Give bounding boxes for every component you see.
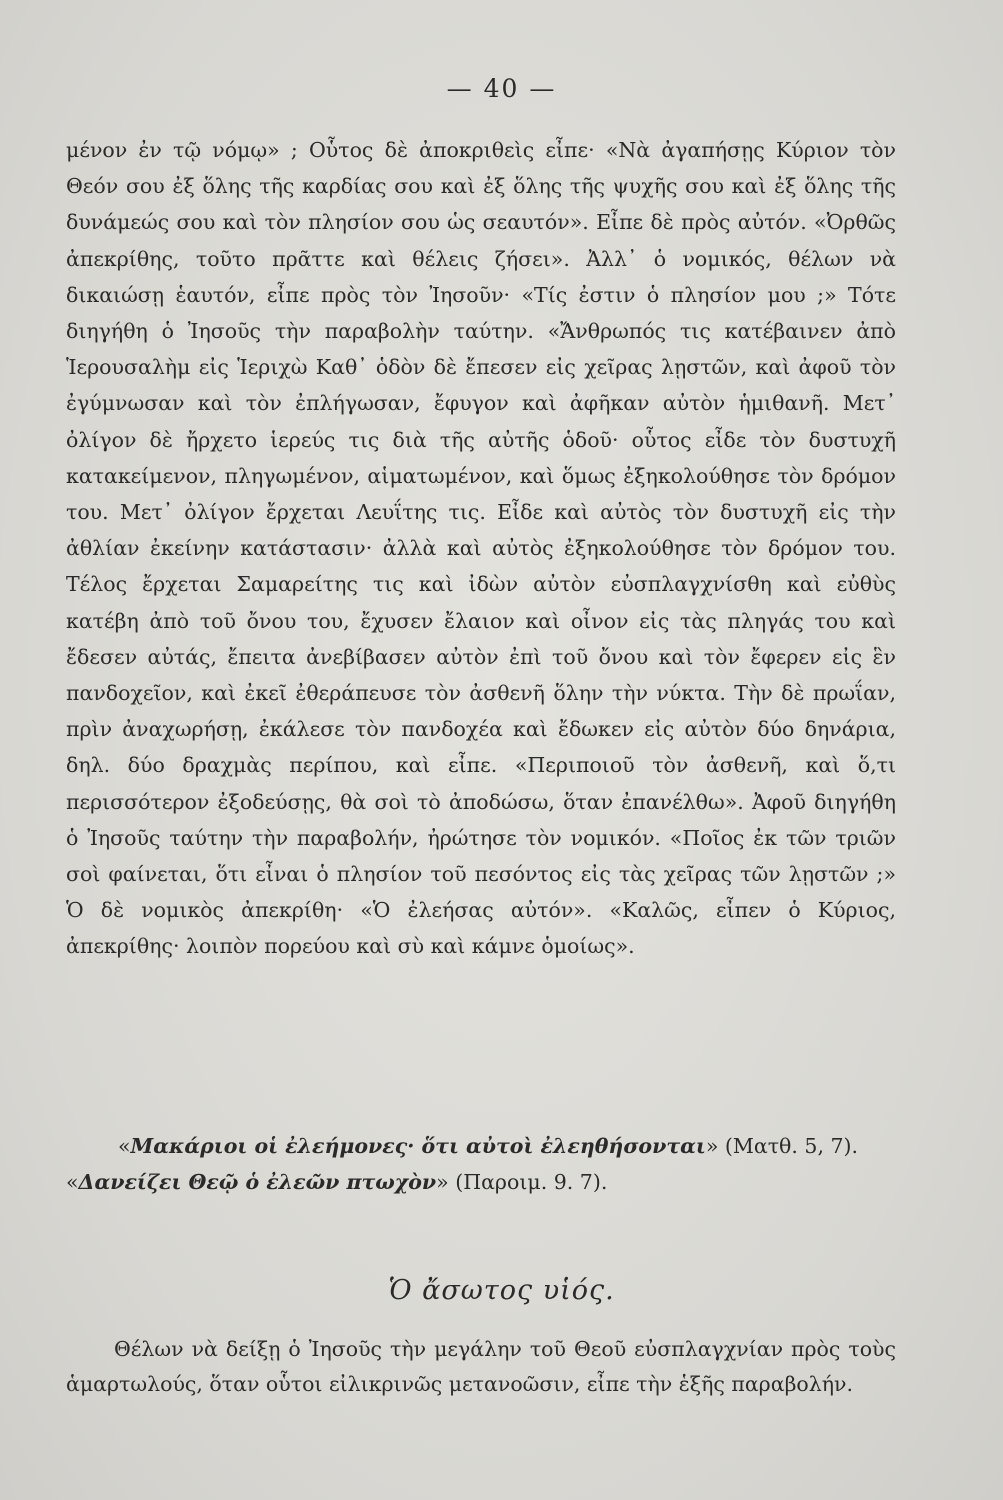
quote-matthew-open: « — [118, 1134, 131, 1158]
main-text-block — [66, 132, 896, 965]
main-paragraph: μένον ἐν τῷ νόμῳ» ; Οὗτος δὲ ἀποκριθεὶς εἶπε· «Νὰ ἀγαπήσῃς Κύριον τὸν Θεόν σου ἐξ ὅλης τῆς καρδίας σου καὶ ἐξ ὅλης τῆς ψυχῆς σου καὶ ἐξ ὅλης τῆς δυνάμεώς σου καὶ τὸν πλησίον σου ὡς σεαυτόν». Εἶπε δὲ πρὸς αὐτόν. «Ὀρθῶς ἀπεκρίθης, τοῦτο πρᾶττε καὶ θέλεις ζήσει». Ἀλλ᾿ ὁ νομικός, θέλων νὰ δικαιώσῃ ἑαυτόν, εἶπε πρὸς τὸν Ἰησοῦν· «Τίς ἐστιν ὁ πλησίον μου ;» Τότε διηγήθη ὁ Ἰησοῦς τὴν παραβολὴν ταύτην. «Ἄνθρωπός τις κατέβαινεν ἀπὸ Ἱερουσαλὴμ εἰς Ἱεριχὼ Καθ᾿ ὁδὸν δὲ ἔπεσεν εἰς χεῖρας λῃστῶν, καὶ ἀφοῦ τὸν ἐγύμνωσαν καὶ τὸν ἐπλήγωσαν, ἔφυγον καὶ ἀφῆκαν αὐτὸν ἡμιθανῆ. Μετ᾿ ὀλίγον δὲ ἤρχετο ἱερεύς τις διὰ τῆς αὐτῆς ὁδοῦ· οὗτος εἶδε τὸν δυστυχῆ κατακείμενον, πληγωμένον, αἱματωμένον, καὶ ὅμως ἐξηκολούθησε τὸν δρόμον του. Μετ᾿ ὀλίγον ἔρχεται Λευΐτης τις. Εἶδε καὶ αὐτὸς τὸν δυστυχῆ εἰς τὴν ἀθλίαν ἐκείνην κατάστασιν· ἀλλὰ καὶ αὐτὸς ἐξηκολούθησε τὸν δρόμον του. Τέλος ἔρχεται Σαμαρείτης τις καὶ ἰδὼν αὐτὸν εὐσπλαγχνίσθη καὶ εὐθὺς κατέβη ἀπὸ τοῦ ὄνου του, ἔχυσεν ἔλαιον καὶ οἶνον εἰς τὰς πληγάς του καὶ ἔδεσεν αὐτάς, ἔπειτα ἀνεβίβασεν αὐτὸν ἐπὶ τοῦ ὄνου καὶ τὸν ἔφερεν εἰς ἓν πανδοχεῖον, καὶ ἐκεῖ ἐθεράπευσε τὸν ἀσθενῆ ὅλην τὴν νύκτα. Τὴν δὲ πρωΐαν, πρὶν ἀναχωρήσῃ, ἐκάλεσε τὸν πανδοχέα καὶ ἔδωκεν εἰς αὐτὸν δύο δηνάρια, δηλ. δύο δραχμὰς περίπου, καὶ εἶπε. «Περιποιοῦ τὸν ἀσθενῆ, καὶ ὅ,τι περισσότερον ἐξοδεύσῃς, θὰ σοὶ τὸ ἀποδώσω, ὅταν ἐπανέλθω». Ἀφοῦ διηγήθη ὁ Ἰησοῦς ταύτην τὴν παραβολήν, ἠρώτησε τὸν νομικόν. «Ποῖος ἐκ τῶν τριῶν σοὶ φαίνεται, ὅτι εἶναι ὁ πλησίον τοῦ πεσόντος εἰς τὰς χεῖρας τῶν λῃστῶν ;» Ὁ δὲ νομικὸς ἀπεκρίθη· «Ὁ ἐλεήσας αὐτόν». «Καλῶς, εἶπεν ὁ Κύριος, ἀπεκρίθης· λοιπὸν πορεύου καὶ σὺ καὶ κάμνε ὁμοίως». — [66, 138, 896, 959]
scripture-quotes — [66, 1128, 896, 1200]
section-intro-paragraph: Θέλων νὰ δείξῃ ὁ Ἰησοῦς τὴν μεγάλην τοῦ Θεοῦ εὐσπλαγχνίαν πρὸς τοὺς ἁμαρτωλούς, ὅταν οὗτοι εἰλικρινῶς μετανοῶσιν, εἶπε τὴν ἑξῆς παραβολήν. — [66, 1337, 896, 1396]
quote-matthew — [66, 1128, 896, 1164]
quote-proverbs — [66, 1164, 896, 1200]
quote-proverbs-open: « — [66, 1170, 79, 1194]
section-title: Ὁ ἄσωτος υἱός. — [388, 1275, 615, 1306]
page-number: — 40 — — [446, 74, 557, 103]
quote-proverbs-text: Δανείζει Θεῷ ὁ ἐλεῶν πτωχὸν — [78, 1170, 437, 1194]
quote-matthew-ref: » (Ματθ. 5, 7). — [705, 1134, 859, 1158]
section-intro-text — [66, 1332, 896, 1402]
quote-proverbs-ref: » (Παροιμ. 9. 7). — [436, 1170, 608, 1194]
quote-matthew-text: Μακάριοι οἱ ἐλεήμονες· ὅτι αὐτοὶ ἐλεηθήσονται — [130, 1134, 706, 1158]
